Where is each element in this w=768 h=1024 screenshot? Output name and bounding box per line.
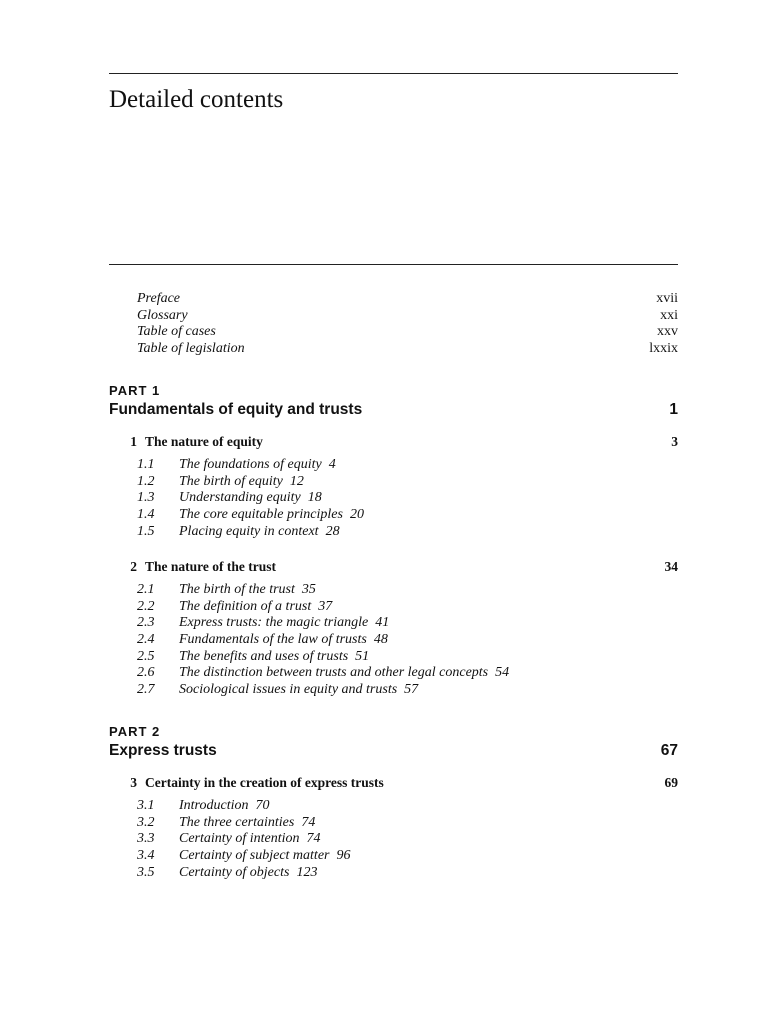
part-heading[interactable] bbox=[109, 383, 678, 420]
section-number: 3.1 bbox=[137, 798, 155, 813]
section-item[interactable] bbox=[109, 474, 678, 491]
section-page: 20 bbox=[349, 507, 364, 523]
section-number: 1.2 bbox=[137, 473, 155, 489]
section-page: 70 bbox=[255, 798, 270, 813]
section-page: 35 bbox=[301, 582, 316, 597]
section-number: 1.1 bbox=[137, 457, 155, 472]
part-number: PART 2 bbox=[109, 724, 161, 739]
chapter-heading[interactable] bbox=[109, 558, 678, 576]
section-number: 1.3 bbox=[137, 490, 155, 506]
section-title: The birth of the trust bbox=[179, 582, 295, 597]
section-item[interactable] bbox=[109, 632, 678, 649]
section-title: The definition of a trust bbox=[179, 598, 312, 614]
section-number: 2.7 bbox=[137, 682, 155, 698]
section-page: 37 bbox=[318, 598, 333, 614]
section-page: 123 bbox=[296, 864, 318, 880]
chapter-title: The nature of equity bbox=[145, 434, 263, 449]
part-title: Fundamentals of equity and trusts bbox=[109, 401, 363, 418]
section-item[interactable] bbox=[109, 524, 678, 541]
heading-rule bbox=[109, 264, 678, 265]
chapter-entry bbox=[109, 774, 678, 881]
section-page: 54 bbox=[495, 665, 510, 681]
section-page: 51 bbox=[355, 648, 370, 664]
chapter-page: 34 bbox=[664, 559, 678, 574]
section-item[interactable] bbox=[109, 615, 678, 632]
chapter-heading[interactable] bbox=[109, 774, 678, 792]
section-page: 96 bbox=[336, 848, 351, 864]
section-item[interactable] bbox=[109, 831, 678, 848]
section-title: Certainty of subject matter bbox=[179, 848, 330, 864]
front-matter-page: xxv bbox=[657, 324, 678, 340]
section-title: Express trusts: the magic triangle bbox=[179, 615, 369, 631]
section-page: 4 bbox=[328, 457, 336, 472]
front-matter-item[interactable] bbox=[137, 324, 678, 341]
section-item[interactable] bbox=[109, 582, 678, 599]
front-matter-page: xvii bbox=[656, 291, 678, 306]
section-title: The three certainties bbox=[179, 814, 295, 830]
section-title: Certainty of intention bbox=[179, 831, 300, 847]
section-title: Placing equity in context bbox=[179, 523, 319, 539]
front-matter-label: Glossary bbox=[137, 307, 188, 323]
top-rule bbox=[109, 73, 678, 74]
section-title: Sociological issues in equity and trusts bbox=[179, 682, 398, 698]
section-number: 2.1 bbox=[137, 582, 155, 597]
section-item[interactable] bbox=[109, 848, 678, 865]
section-page: 12 bbox=[289, 473, 304, 489]
part-number: PART 1 bbox=[109, 383, 161, 398]
part-page: 67 bbox=[660, 742, 678, 759]
section-page: 48 bbox=[373, 632, 388, 648]
section-item[interactable] bbox=[109, 682, 678, 699]
part-heading[interactable] bbox=[109, 724, 678, 761]
section-title: The birth of equity bbox=[179, 473, 283, 489]
section-list bbox=[109, 457, 678, 540]
chapter-page: 69 bbox=[664, 775, 678, 790]
chapter-entry bbox=[109, 433, 678, 540]
section-number: 1.4 bbox=[137, 507, 155, 523]
section-number: 2.3 bbox=[137, 615, 155, 631]
chapter-entry bbox=[109, 558, 678, 699]
section-number: 2.5 bbox=[137, 648, 155, 664]
section-number: 1.5 bbox=[137, 523, 155, 539]
front-matter-label: Table of legislation bbox=[137, 341, 245, 357]
section-item[interactable] bbox=[109, 815, 678, 832]
section-page: 74 bbox=[306, 831, 321, 847]
section-title: The benefits and uses of trusts bbox=[179, 648, 349, 664]
section-page: 57 bbox=[404, 682, 419, 698]
chapter-number: 2 bbox=[130, 559, 137, 574]
part-title: Express trusts bbox=[109, 742, 217, 759]
section-list bbox=[109, 798, 678, 881]
section-item[interactable] bbox=[109, 457, 678, 474]
front-matter-list bbox=[137, 291, 678, 358]
section-item[interactable] bbox=[109, 490, 678, 507]
chapter-title: Certainty in the creation of express trusts bbox=[145, 775, 384, 790]
section-page: 74 bbox=[301, 814, 316, 830]
section-title: The distinction between trusts and other legal concepts bbox=[179, 665, 489, 681]
chapter-title: The nature of the trust bbox=[145, 559, 276, 574]
section-item[interactable] bbox=[109, 865, 678, 882]
front-matter-page: xxi bbox=[660, 307, 678, 323]
section-number: 3.3 bbox=[137, 831, 155, 847]
front-matter-item[interactable] bbox=[137, 308, 678, 325]
chapter-number: 1 bbox=[130, 434, 137, 449]
section-number: 3.2 bbox=[137, 814, 155, 830]
section-number: 2.4 bbox=[137, 632, 155, 648]
chapter-number: 3 bbox=[130, 775, 137, 790]
section-title: Certainty of objects bbox=[179, 864, 290, 880]
front-matter-label: Preface bbox=[137, 291, 181, 306]
section-title: Understanding equity bbox=[179, 490, 301, 506]
section-number: 3.5 bbox=[137, 864, 155, 880]
page-title: Detailed contents bbox=[109, 86, 284, 113]
chapter-page: 3 bbox=[671, 434, 678, 449]
section-number: 2.2 bbox=[137, 598, 155, 614]
section-title: Fundamentals of the law of trusts bbox=[179, 632, 367, 648]
part-page: 1 bbox=[669, 401, 678, 418]
section-item[interactable] bbox=[109, 599, 678, 616]
front-matter-item[interactable] bbox=[137, 341, 678, 358]
front-matter-label: Table of cases bbox=[137, 324, 216, 340]
section-number: 2.6 bbox=[137, 665, 155, 681]
section-page: 28 bbox=[325, 523, 340, 539]
section-title: The core equitable principles bbox=[179, 507, 343, 523]
front-matter-item[interactable] bbox=[137, 291, 678, 308]
section-page: 18 bbox=[307, 490, 322, 506]
section-item[interactable] bbox=[109, 798, 678, 815]
section-page: 41 bbox=[375, 615, 390, 631]
section-number: 3.4 bbox=[137, 848, 155, 864]
section-list bbox=[109, 582, 678, 699]
front-matter-page: lxxix bbox=[649, 341, 678, 357]
section-item[interactable] bbox=[109, 665, 678, 682]
section-item[interactable] bbox=[109, 649, 678, 666]
section-item[interactable] bbox=[109, 507, 678, 524]
chapter-heading[interactable] bbox=[109, 433, 678, 451]
section-title: Introduction bbox=[179, 798, 249, 813]
section-title: The foundations of equity bbox=[179, 457, 322, 472]
